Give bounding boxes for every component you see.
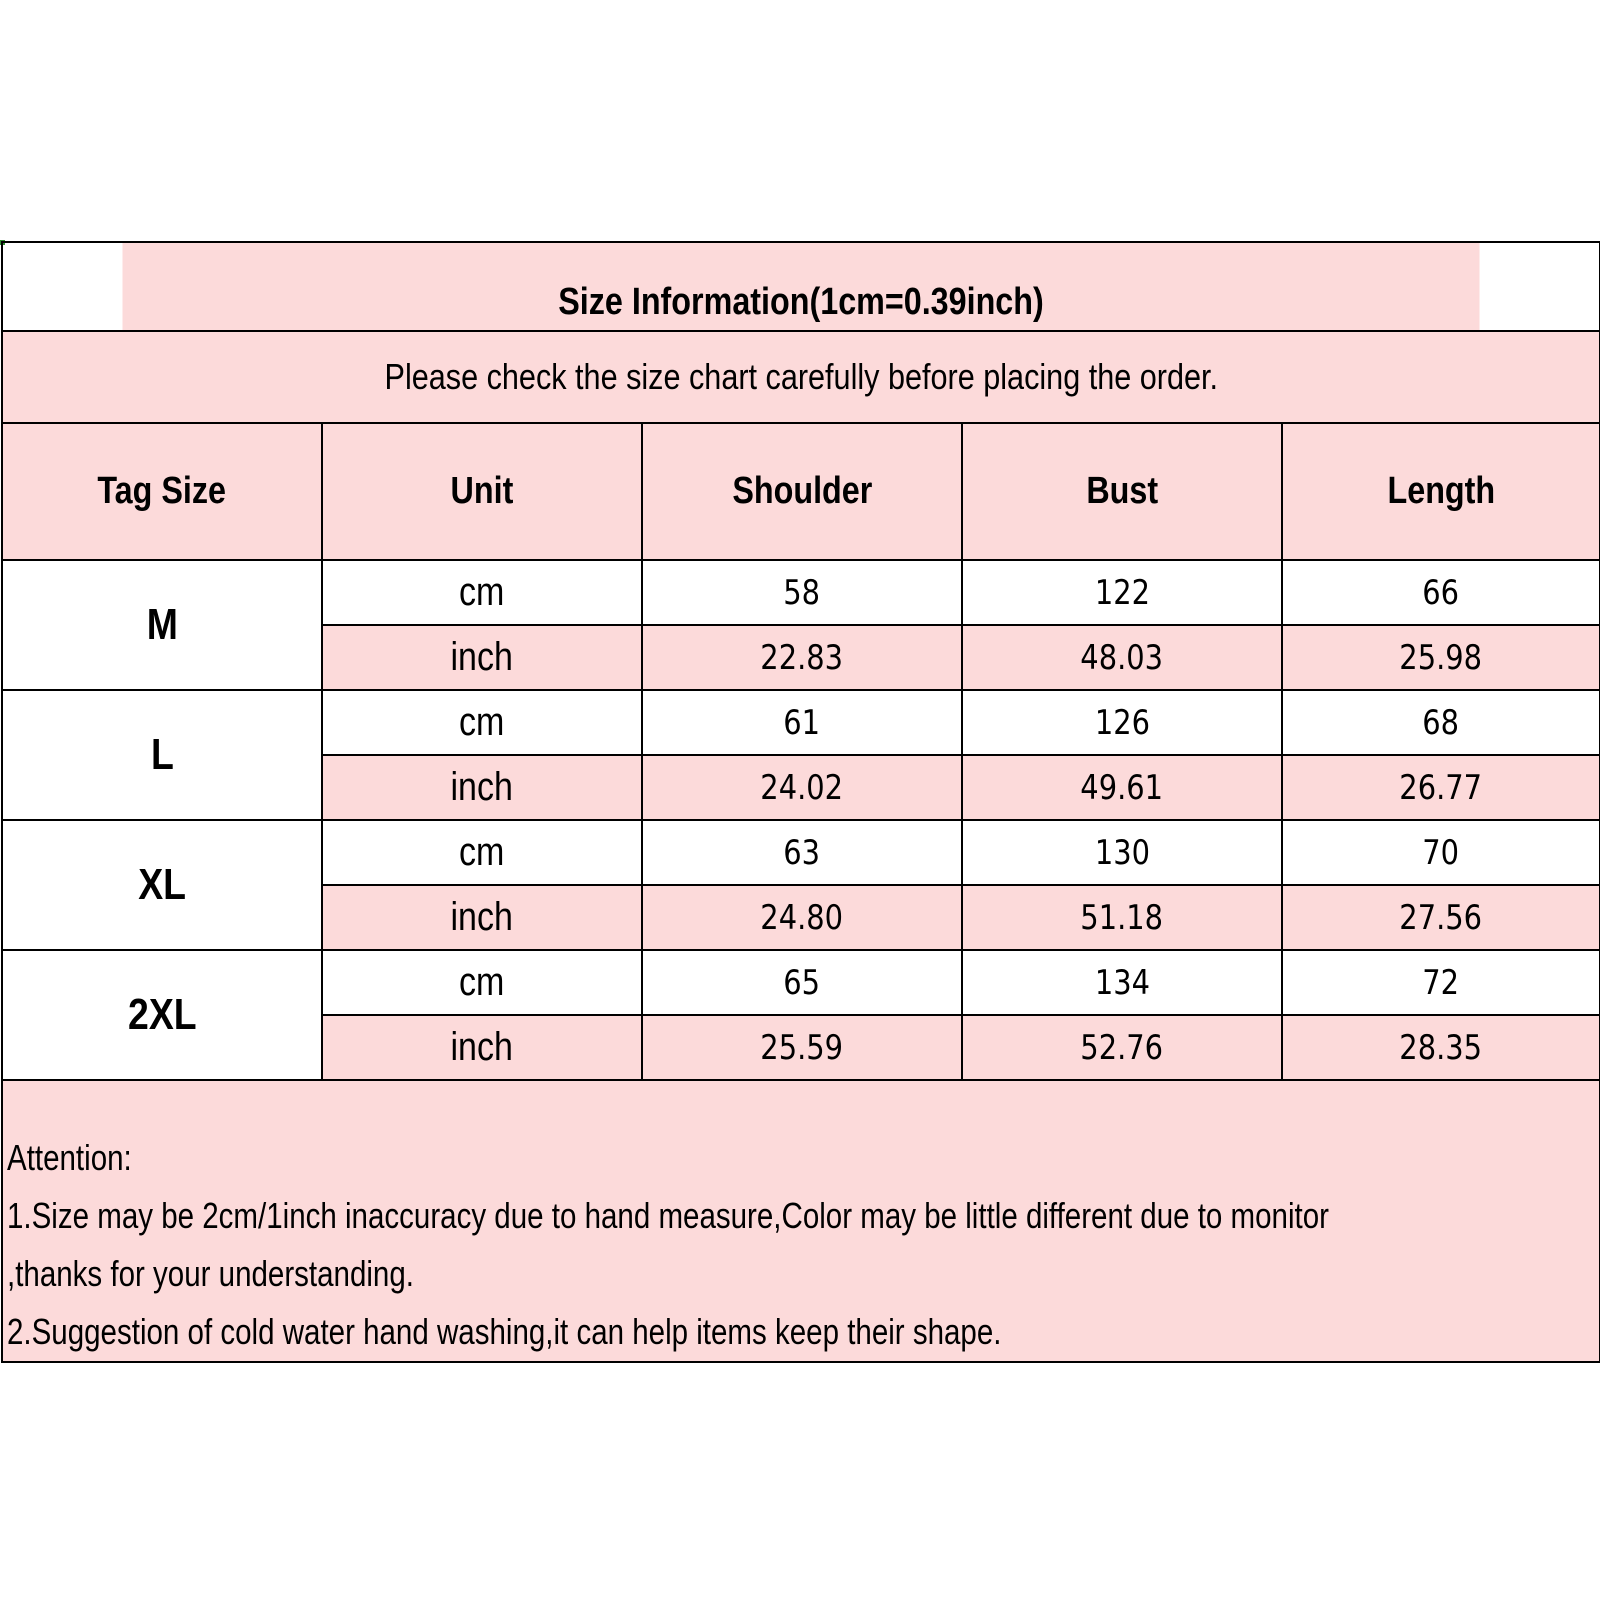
- tag-size-cell: 2XL: [2, 950, 322, 1080]
- header-bust: Bust: [962, 423, 1282, 560]
- measurement-cell: 24.80: [642, 885, 962, 950]
- size-row-cm: [2, 690, 1600, 755]
- note-line-2: 2.Suggestion of cold water hand washing,it can help items keep their shape.: [7, 1311, 1002, 1352]
- attention-heading: Attention:: [7, 1137, 132, 1178]
- unit-cell-cm: cm: [322, 690, 642, 755]
- measurement-cell: 49.61: [962, 755, 1282, 820]
- measurement-cell: 22.83: [642, 625, 962, 690]
- unit-cell-inch: inch: [322, 1015, 642, 1080]
- note-line-1: 1.Size may be 2cm/1inch inaccuracy due to hand measure,Color may be little different due to monitor: [7, 1195, 1329, 1236]
- chart-title: Size Information(1cm=0.39inch): [122, 242, 1480, 331]
- measurement-cell: 28.35: [1282, 1015, 1600, 1080]
- tag-size-cell: M: [2, 560, 322, 690]
- header-shoulder: Shoulder: [642, 423, 962, 560]
- measurement-cell: 25.98: [1282, 625, 1600, 690]
- unit-cell-cm: cm: [322, 560, 642, 625]
- measurement-cell: 58: [642, 560, 962, 625]
- measurement-cell: 26.77: [1282, 755, 1600, 820]
- size-row-cm: [2, 950, 1600, 1015]
- measurement-cell: 24.02: [642, 755, 962, 820]
- measurement-cell: 65: [642, 950, 962, 1015]
- measurement-cell: 61: [642, 690, 962, 755]
- header-unit: Unit: [322, 423, 642, 560]
- measurement-cell: 130: [962, 820, 1282, 885]
- measurement-cell: 48.03: [962, 625, 1282, 690]
- tag-size-cell: L: [2, 690, 322, 820]
- size-row-cm: [2, 560, 1600, 625]
- attention-notes: [2, 1080, 1600, 1362]
- measurement-cell: 63: [642, 820, 962, 885]
- unit-cell-cm: cm: [322, 820, 642, 885]
- measurement-cell: 126: [962, 690, 1282, 755]
- measurement-cell: 66: [1282, 560, 1600, 625]
- size-rows: [2, 560, 1600, 1080]
- measurement-cell: 70: [1282, 820, 1600, 885]
- measurement-cell: 27.56: [1282, 885, 1600, 950]
- measurement-cell: 25.59: [642, 1015, 962, 1080]
- size-row-cm: [2, 820, 1600, 885]
- unit-cell-inch: inch: [322, 755, 642, 820]
- measurement-cell: 51.18: [962, 885, 1282, 950]
- unit-cell-inch: inch: [322, 885, 642, 950]
- measurement-cell: 72: [1282, 950, 1600, 1015]
- tag-size-cell: XL: [2, 820, 322, 950]
- measurement-cell: 134: [962, 950, 1282, 1015]
- header-tag-size: Tag Size: [2, 423, 322, 560]
- chart-subtitle: Please check the size chart carefully before placing the order.: [2, 331, 1600, 423]
- measurement-cell: 52.76: [962, 1015, 1282, 1080]
- unit-cell-inch: inch: [322, 625, 642, 690]
- unit-cell-cm: cm: [322, 950, 642, 1015]
- measurement-cell: 122: [962, 560, 1282, 625]
- note-line-1-cont: ,thanks for your understanding.: [7, 1253, 414, 1294]
- size-chart-table: [1, 241, 1600, 1363]
- header-length: Length: [1282, 423, 1600, 560]
- measurement-cell: 68: [1282, 690, 1600, 755]
